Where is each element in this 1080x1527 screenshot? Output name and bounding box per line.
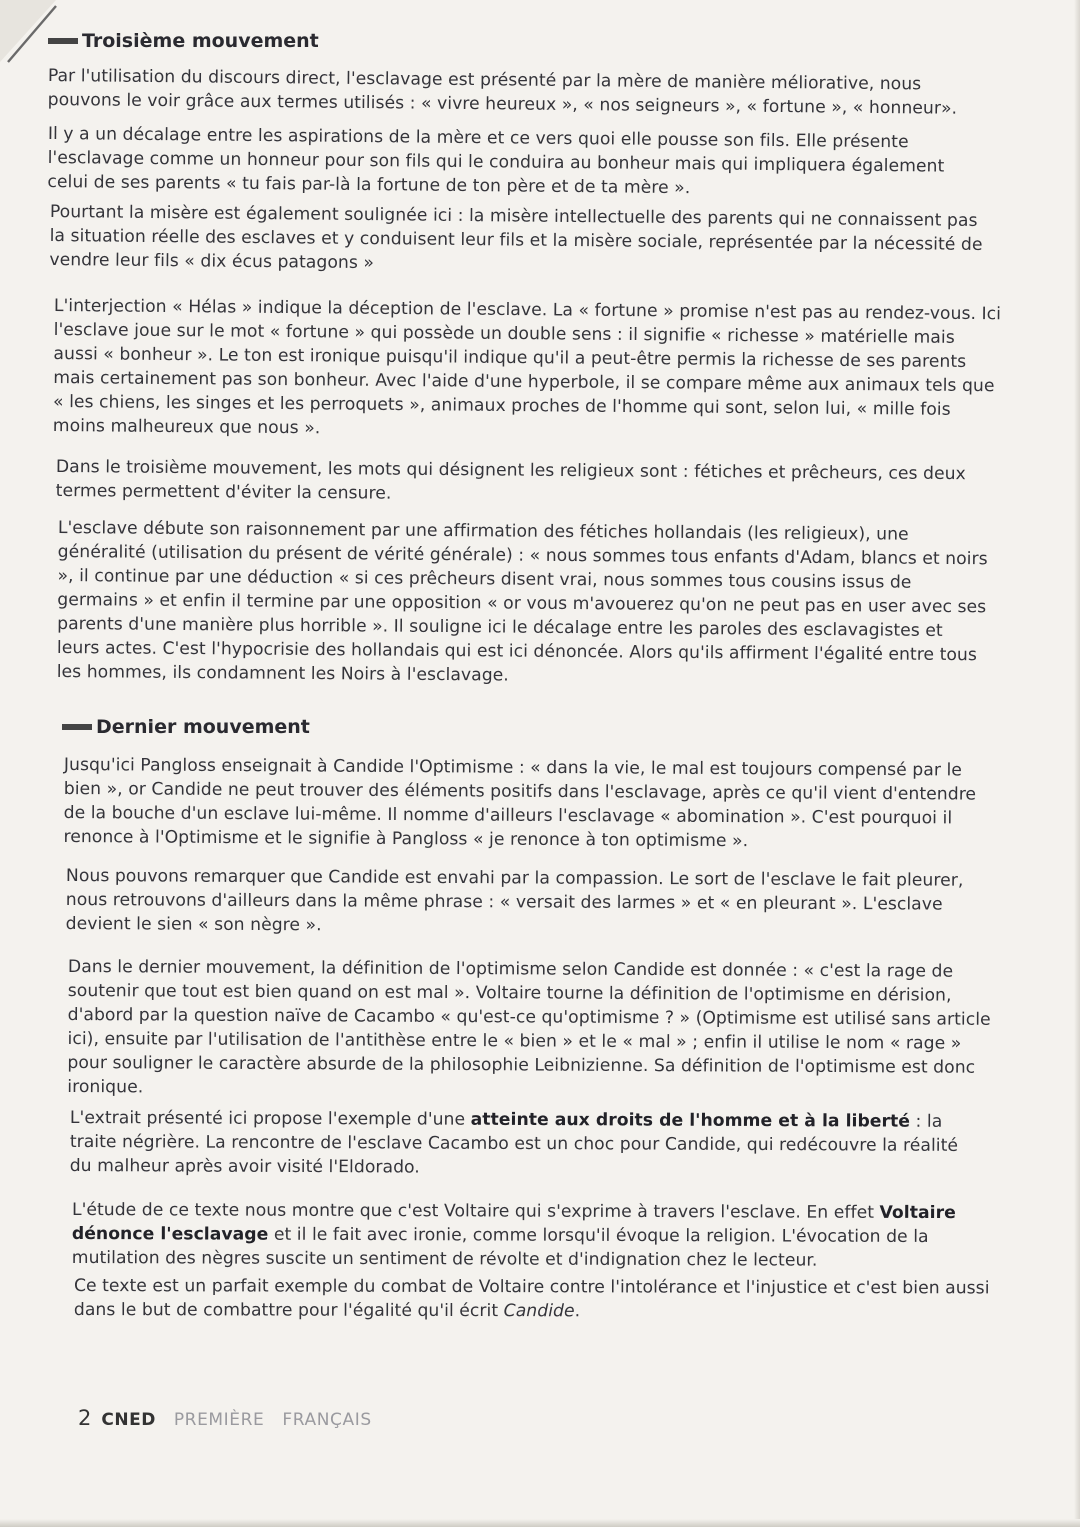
heading-bar [48,38,78,44]
text-run: et il le fait avec ironie, comme lorsqu'il évoque la religion. L'évocation de la mutilation des nègres suscite un sentiment de révolte et d'indignation chez le lecteur. [71,1224,929,1271]
paragraph: Par l'utilisation du discours direct, l'esclavage est présenté par la mère de manière méliorative, nous pouvons le voir grâce aux termes utilisés : « vivre heureux », « nos seigneurs », « fortune », « honneur». [47,65,958,119]
paragraph: Nous pouvons remarquer que Candide est envahi par la compassion. Le sort de l'esclave le fait pleurer, nous retrouvons d'ailleurs dans la même phrase : « versait des larmes » et « en pleurant ». L'esclave devient le sien « son nègre ». [65,866,964,936]
paragraph [74,1274,1002,1324]
emphasis-bold: atteinte aux droits de l'homme et à la liberté [470,1109,911,1132]
footer-subject: FRANÇAIS [282,1410,372,1430]
paragraph: L'interjection « Hélas » indique la déception de l'esclave. La « fortune » promise n'est pas au rendez-vous. Ici l'esclave joue sur le mot « fortune » qui possède un double sens : il signifie « richesse » matérielle mais aussi « bonheur ». Le ton est ironique puisqu'il indique qu'il a peut-être permis la richesse de ses parents mais certainement pas son bonheur. Avec l'aide d'une hyperbole, il se compare même aux animaux tels que « les chiens, les singes et les perroquets », animaux proches de l'homme qui sont, selon lui, « mille fois moins malheureux que nous ». [52,295,1002,439]
paragraph: Jusqu'ici Pangloss enseignait à Candide l'Optimisme : « dans la vie, le mal est toujours compensé par le bien », or Candide ne peut trouver des éléments positifs dans l'esclavage, après ce qu'il vient d'entendre de la bouche d'un esclave lui-même. Il nomme d'ailleurs l'esclavage « abomination ». C'est pourquoi il renonce à l'Optimisme et le signifie à Pangloss « je renonce à ton optimisme ». [63,754,977,852]
heading-bar [62,724,92,730]
footer-level: PREMIÈRE [173,1410,265,1430]
text-run: L'étude de ce texte nous montre que c'est Voltaire qui s'exprime à travers l'esclave. En effet [71,1200,880,1223]
page-number: 2 [78,1406,92,1430]
paragraph: Dans le troisième mouvement, les mots qui désignent les religieux sont : fétiches et prêcheurs, ces deux termes permettent d'éviter la censure. [55,456,966,504]
paragraph: L'esclave débute son raisonnement par une affirmation des fétiches hollandais (les religieux), une généralité (utilisation du présent de vérité générale) : « nous sommes tous enfants d'Adam, blancs et noirs », il continue par une déduction « si ces prêcheurs disent vrai, nous sommes tous cousins issus de germains » et enfin il termine par une opposition « or vous m'avouerez qu'on ne peut pas en user avec ses parents d'une manière plus horrible ». Il souligne ici le décalage entre les paroles des esclavagistes et leurs actes. C'est l'hypocrisie des hollandais qui est ici dénoncée. Alors qu'ils affirment l'égalité entre tous les hommes, ils condamnent les Noirs à l'esclavage. [56,517,988,686]
emphasis-italic: Candide [503,1301,575,1322]
heading-troisieme-mouvement [48,30,319,52]
footer-brand: CNED [101,1410,156,1430]
paragraph: Dans le dernier mouvement, la définition de l'optimisme selon Candide est donnée : « c'est la rage de soutenir que tout est bien quand on est mal ». Voltaire tourne la définition de l'optimisme en dérision, d'abord par la question naïve de Cacambo « qu'est-ce qu'optimisme ? » (Optimisme est utilisé sans article ici), ensuite par l'utilisation de l'antithèse entre le « bien » et le « mal » ; enfin il utilise le nom « rage » pour souligner le caractère absurde de la philosophie Leibnizienne. Sa définition de l'optimisme est donc ironique. [67,957,991,1098]
text-run: . [574,1301,581,1322]
paragraph: Pourtant la misère est également soulignée ici : la misère intellectuelle des parents qui ne connaissent pas la situation réelle des esclaves et y conduisent leur fils et la misère sociale, représentée par la nécessité de vendre leur fils « dix écus patagons » [49,201,983,274]
heading-text: Dernier mouvement [96,716,310,738]
emphasis-bold: Voltaire dénonce l'esclavage [71,1202,956,1245]
page-edge-right [1074,0,1080,1527]
paragraph [70,1106,970,1182]
page-edge-bottom [0,1519,1080,1527]
heading-dernier-mouvement [62,716,310,738]
paragraph: Il y a un décalage entre les aspirations de la mère et ce vers quoi elle pousse son fils. Elle présente l'esclavage comme un honneur pour son fils qui le conduira au bonheur mais qui impliquera également celui de ses parents « tu fais par-là la fortune de ton père et de ta mère ». [47,123,945,199]
paragraph [72,1198,972,1273]
text-run: Ce texte est un parfait exemple du combat de Voltaire contre l'intolérance et l'injustice et c'est bien aussi dans le but de combattre pour l'égalité qu'il écrit [73,1276,990,1322]
page-footer [78,1406,390,1430]
text-run: L'extrait présenté ici propose l'exemple d'une [69,1108,471,1130]
text-run: : la traite négrière. La rencontre de l'esclave Cacambo est un choc pour Candide, qui redécouvre la réalité du malheur après avoir visité l'Eldorado. [69,1111,959,1178]
heading-text: Troisième mouvement [82,30,319,52]
